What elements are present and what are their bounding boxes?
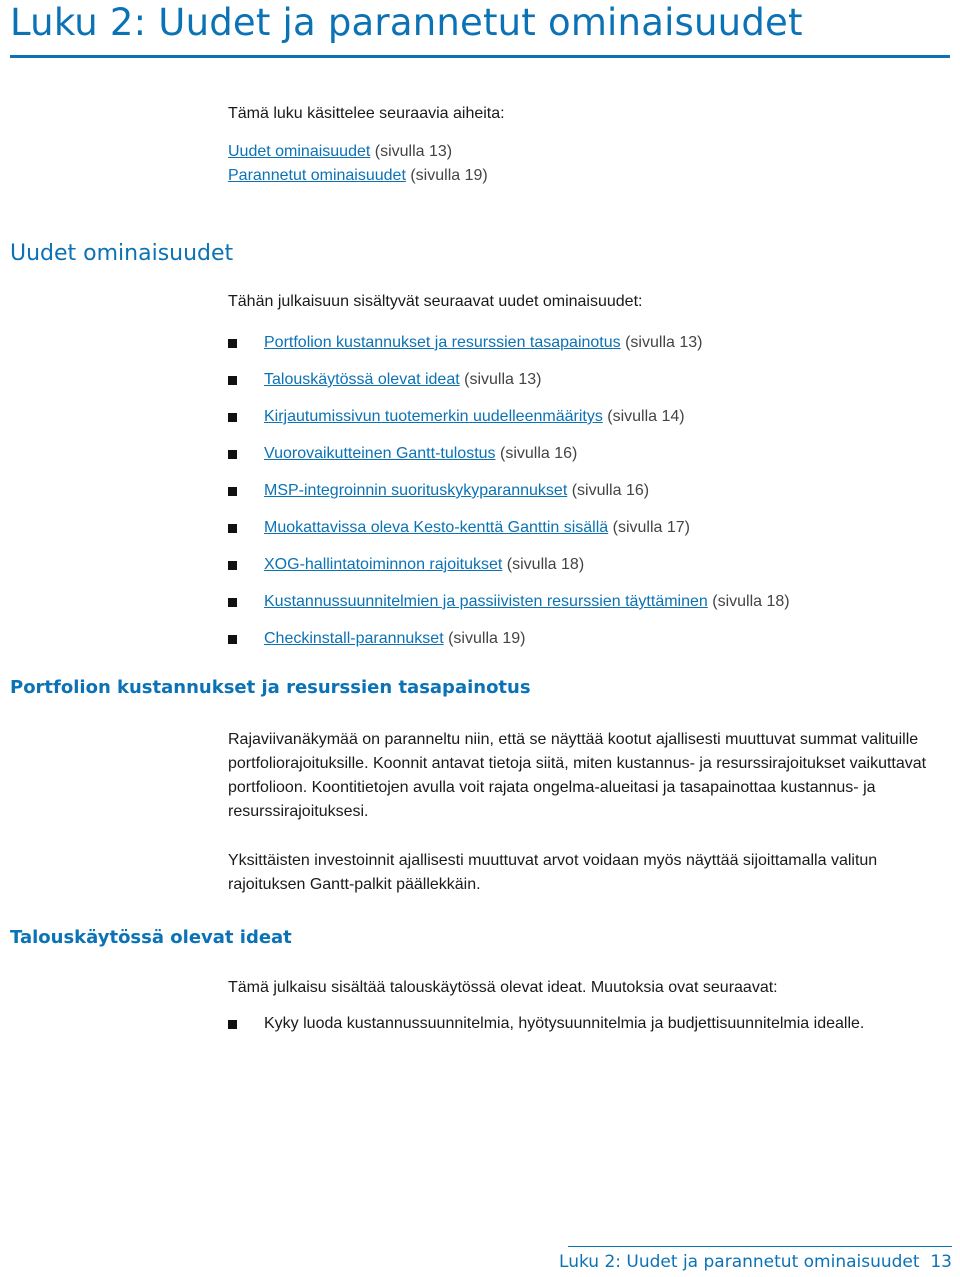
bullet-square-icon: [228, 487, 237, 496]
feature-link[interactable]: Portfolion kustannukset ja resurssien tasapainotus: [264, 334, 621, 351]
new-features-lead: Tähän julkaisuun sisältyvät seuraavat uudet ominaisuudet:: [228, 293, 643, 310]
new-features-list: [228, 331, 948, 664]
bullet-square-icon: [228, 635, 237, 644]
feature-link[interactable]: Muokattavissa oleva Kesto-kenttä Ganttin sisällä: [264, 519, 609, 536]
page-ref: (sivulla 16): [495, 445, 578, 462]
page-ref: (sivulla 19): [443, 630, 526, 647]
bullet-square-icon: [228, 524, 237, 533]
portfolio-section: [228, 728, 948, 897]
section-heading-new-features: Uudet ominaisuudet: [10, 241, 234, 266]
list-item: [228, 442, 948, 479]
page-footer: Luku 2: Uudet ja parannetut ominaisuudet 13: [559, 1252, 952, 1272]
footer-rule: [568, 1246, 952, 1247]
feature-link[interactable]: XOG-hallintatoiminnon rajoitukset: [264, 556, 503, 573]
page-ref: (sivulla 18): [707, 593, 790, 610]
list-item: [228, 516, 948, 553]
bullet-square-icon: [228, 561, 237, 570]
page-ref: (sivulla 16): [567, 482, 650, 499]
page-ref: (sivulla 13): [459, 371, 542, 388]
feature-link[interactable]: Checkinstall-parannukset: [264, 630, 444, 647]
bullet-square-icon: [228, 339, 237, 348]
list-item: [228, 1012, 948, 1036]
bullet-square-icon: [228, 376, 237, 385]
feature-link[interactable]: Talouskäytössä olevat ideat: [264, 371, 460, 388]
list-item: [228, 368, 948, 405]
list-item: [228, 553, 948, 590]
list-item-text: Kyky luoda kustannussuunnitelmia, hyötysuunnitelmia ja budjettisuunnitelmia idealle.: [264, 1015, 865, 1032]
list-item: [228, 331, 948, 368]
page-ref: (sivulla 13): [620, 334, 703, 351]
list-item: [228, 590, 948, 627]
feature-link[interactable]: Kirjautumissivun tuotemerkin uudelleenmääritys: [264, 408, 603, 425]
section-heading-ideas: Talouskäytössä olevat ideat: [10, 927, 292, 948]
bullet-square-icon: [228, 450, 237, 459]
page-ref: (sivulla 18): [502, 556, 585, 573]
bullet-square-icon: [228, 1020, 237, 1029]
ideas-lead: Tämä julkaisu sisältää talouskäytössä olevat ideat. Muutoksia ovat seuraavat:: [228, 979, 778, 996]
ideas-section: [228, 976, 948, 1036]
new-features-section: [228, 290, 948, 664]
intro-lead: Tämä luku käsittelee seuraavia aiheita:: [228, 105, 505, 122]
toc-page-ref: (sivulla 19): [405, 167, 488, 184]
toc-link-new-features[interactable]: Uudet ominaisuudet: [228, 143, 371, 160]
feature-link[interactable]: MSP-integroinnin suorituskykyparannukset: [264, 482, 568, 499]
toc-page-ref: (sivulla 13): [370, 143, 453, 160]
list-item: [228, 627, 948, 664]
list-item: [228, 405, 948, 442]
portfolio-paragraph-1: Rajaviivanäkymää on paranneltu niin, että se näyttää kootut ajallisesti muuttuvat summat valituille portfoliorajoituksille. Koonnit antavat tietoja siitä, miten kustannus- ja resurssirajoitukset vaikuttavat portfolioon. Koontitietojen avulla voit rajata ongelma-alueitasi ja tasapainottaa kustannus- ja resurssirajoituksesi.: [228, 731, 927, 820]
intro-section: [228, 102, 948, 188]
feature-link[interactable]: Kustannussuunnitelmien ja passiivisten resurssien täyttäminen: [264, 593, 708, 610]
section-heading-portfolio: Portfolion kustannukset ja resurssien tasapainotus: [10, 677, 531, 698]
ideas-list: [228, 1012, 948, 1036]
title-rule: [10, 55, 950, 58]
bullet-square-icon: [228, 598, 237, 607]
toc-entry: [228, 140, 948, 164]
feature-link[interactable]: Vuorovaikutteinen Gantt-tulostus: [264, 445, 496, 462]
toc-link-improved-features[interactable]: Parannetut ominaisuudet: [228, 167, 406, 184]
bullet-square-icon: [228, 413, 237, 422]
toc-entry: [228, 164, 948, 188]
portfolio-paragraph-2: Yksittäisten investoinnit ajallisesti muuttuvat arvot voidaan myös näyttää sijoittamalla valitun rajoituksen Gantt-palkit päällekkäin.: [228, 852, 878, 893]
chapter-title: Luku 2: Uudet ja parannetut ominaisuudet: [10, 1, 803, 44]
page-ref: (sivulla 14): [602, 408, 685, 425]
page-ref: (sivulla 17): [608, 519, 690, 536]
list-item: [228, 479, 948, 516]
